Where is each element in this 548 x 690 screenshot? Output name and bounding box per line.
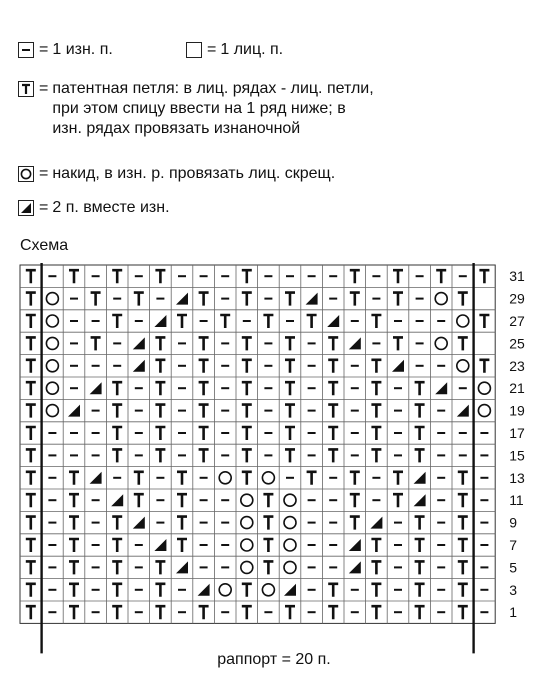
row-number: 31 <box>509 268 525 285</box>
legend-equals: = <box>39 41 49 58</box>
legend-equals: = <box>39 199 49 216</box>
row-number: 19 <box>509 402 525 419</box>
row-number: 17 <box>509 425 525 441</box>
chart-title: Схема <box>20 237 69 254</box>
row-number: 1 <box>509 604 517 621</box>
row-number: 13 <box>509 469 525 486</box>
row-number: 7 <box>509 537 517 553</box>
legend-purl-text: 1 изн. п. <box>52 41 113 58</box>
legend-equals: = <box>39 165 49 182</box>
legend-knit-text: 1 лиц. п. <box>220 41 284 58</box>
row-number: 21 <box>509 380 525 397</box>
row-number: 9 <box>509 514 517 531</box>
legend-p2tog-text: 2 п. вместе изн. <box>52 199 170 216</box>
row-number: 23 <box>509 357 525 374</box>
legend-equals: = <box>39 80 49 97</box>
row-number: 11 <box>509 492 524 509</box>
legend-yarn-over-text: накид, в изн. р. провязать лиц. скрещ. <box>52 165 336 182</box>
row-number: 29 <box>509 290 525 307</box>
row-number: 3 <box>509 581 517 598</box>
row-number: 5 <box>509 559 517 576</box>
row-number: 27 <box>509 313 525 329</box>
row-number: 25 <box>509 335 525 352</box>
row-number: 15 <box>509 447 525 464</box>
repeat-label: раппорт = 20 п. <box>217 651 331 668</box>
legend-brioche-text: патентная петля: в лиц. рядах - лиц. петли, при этом спицу ввести на 1 ряд ниже; в изн. рядах провязать изнаночной <box>52 80 374 137</box>
legend-equals: = <box>207 41 217 58</box>
